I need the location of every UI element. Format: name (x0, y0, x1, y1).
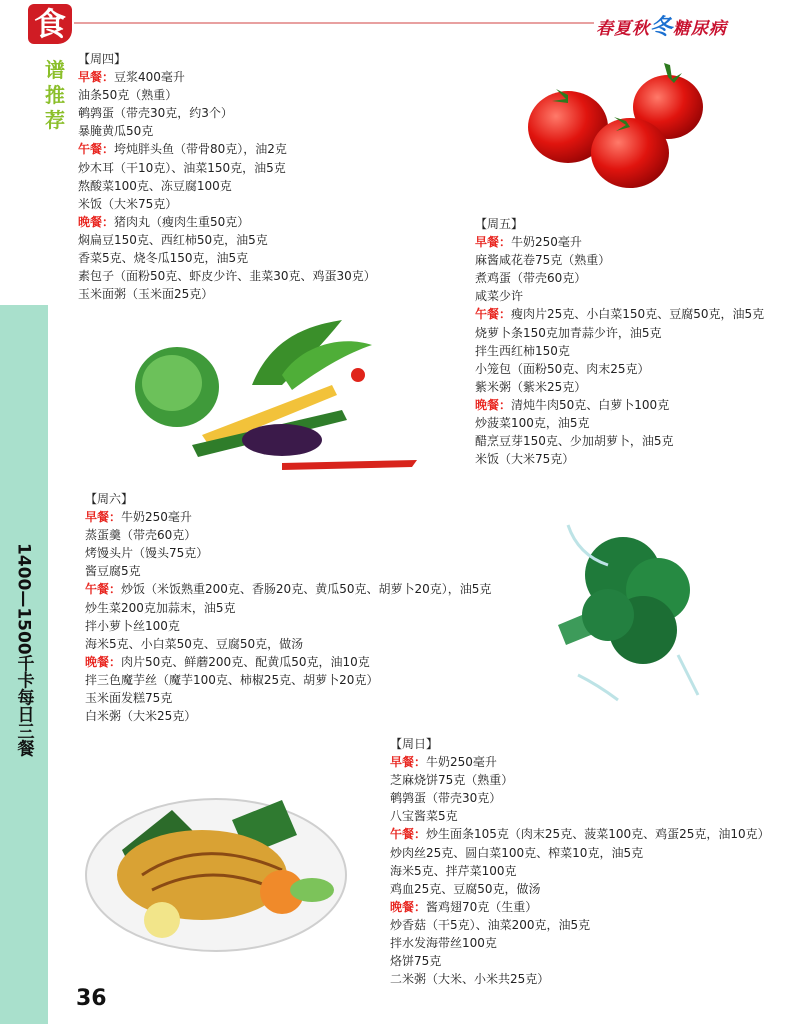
day-label: 【周日】 (390, 737, 439, 751)
brand-title: 春夏秋冬糖尿病 (596, 14, 728, 40)
menu-line: 午餐：炒生面条105克（肉末25克、菠菜100克、鸡蛋25克，油10克） (390, 827, 770, 842)
meal-label: 午餐： (78, 142, 115, 157)
menu-line: 早餐：牛奶250毫升 (85, 510, 192, 525)
menu-line: 米饭（大米75克） (78, 196, 178, 211)
side-label: 1400—1500千卡每日三餐 (13, 542, 34, 757)
meal-label: 早餐： (390, 755, 427, 770)
menu-line: 焖扁豆150克、西红柿50克，油5克 (78, 232, 268, 247)
menu-line: 烙饼75克 (390, 954, 442, 969)
day-label: 【周五】 (475, 217, 524, 231)
menu-line: 午餐：垮炖胖头鱼（带骨80克），油2克 (78, 142, 287, 157)
food-badge: 食 (28, 4, 72, 44)
menu-thursday (78, 50, 376, 303)
menu-line: 烤馒头片（馒头75克） (85, 546, 209, 561)
header-rule (74, 22, 594, 24)
menu-line: 炒菠菜100克，油5克 (475, 416, 590, 431)
menu-line: 炒生菜200克加蒜末，油5克 (85, 600, 236, 615)
menu-line: 拌小萝卜丝100克 (85, 618, 180, 633)
menu-line: 醋烹豆芽150克、少加胡萝卜，油5克 (475, 434, 674, 449)
day-label: 【周六】 (85, 492, 134, 506)
meal-label: 晚餐： (85, 654, 122, 669)
menu-line: 烧萝卜条150克加青蒜少许，油5克 (475, 325, 662, 340)
menu-line: 二米粥（大米、小米共25克） (390, 972, 550, 987)
broccoli-illustration (548, 505, 713, 705)
menu-line: 玉米面粥（玉米面25克） (78, 287, 214, 302)
vegetables-illustration (132, 315, 422, 475)
menu-line: 米饭（大米75克） (475, 452, 575, 467)
menu-line: 早餐：牛奶250毫升 (475, 235, 582, 250)
menu-sunday (390, 735, 770, 988)
menu-line: 鹌鹑蛋（带壳30克） (390, 791, 502, 806)
fish-dish-illustration (82, 780, 350, 955)
menu-line: 香菜5克、烧冬瓜150克，油5克 (78, 251, 249, 266)
meal-label: 晚餐： (475, 397, 512, 412)
menu-line: 白米粥（大米25克） (85, 709, 197, 724)
menu-line: 素包子（面粉50克、虾皮少许、韭菜30克、鸡蛋30克） (78, 269, 376, 284)
menu-line: 酱豆腐5克 (85, 564, 141, 579)
menu-line: 拌三色魔芋丝（魔芋100克、柿椒25克、胡萝卜20克） (85, 672, 379, 687)
meal-label: 午餐： (390, 827, 427, 842)
menu-line: 鸡血25克、豆腐50克，做汤 (390, 881, 541, 896)
menu-line: 午餐：瘦肉片25克、小白菜150克、豆腐50克，油5克 (475, 307, 765, 322)
menu-line: 炒香菇（干5克）、油菜200克，油5克 (390, 917, 591, 932)
menu-line: 咸菜少许 (475, 289, 524, 304)
menu-line: 早餐：牛奶250毫升 (390, 755, 497, 770)
menu-line: 油条50克（熟重） (78, 88, 178, 103)
menu-line: 蒸蛋羹（带壳60克） (85, 528, 197, 543)
menu-line: 熬酸菜100克、冻豆腐100克 (78, 178, 232, 193)
menu-line: 海米5克、拌芹菜100克 (390, 863, 517, 878)
menu-line: 玉米面发糕75克 (85, 691, 173, 706)
menu-line: 午餐：炒饭（米饭熟重200克、香肠20克、黄瓜50克、胡萝卜20克），油5克 (85, 582, 492, 597)
menu-line: 拌水发海带丝100克 (390, 936, 497, 951)
menu-line: 早餐：豆浆400毫升 (78, 70, 185, 85)
meal-label: 午餐： (85, 582, 122, 597)
menu-saturday (85, 490, 491, 725)
menu-line: 麻酱咸花卷75克（熟重） (475, 253, 611, 268)
menu-line: 晚餐：猪肉丸（瘦肉生重50克） (78, 214, 250, 229)
menu-line: 晚餐：肉片50克、鲜蘑200克、配黄瓜50克，油10克 (85, 654, 370, 669)
menu-line: 炒肉丝25克、圆白菜100克、榨菜10克，油5克 (390, 845, 644, 860)
menu-line: 炒木耳（干10克）、油菜150克，油5克 (78, 160, 286, 175)
meal-label: 早餐： (78, 70, 115, 85)
menu-line: 芝麻烧饼75克（熟重） (390, 773, 514, 788)
menu-line: 小笼包（面粉50克、肉末25克） (475, 361, 650, 376)
menu-line: 海米5克、小白菜50克、豆腐50克，做汤 (85, 636, 304, 651)
page-number: 36 (76, 986, 107, 1011)
menu-line: 暴腌黄瓜50克 (78, 124, 154, 139)
day-label: 【周四】 (78, 52, 127, 66)
meal-label: 早餐： (475, 235, 512, 250)
menu-line: 煮鸡蛋（带壳60克） (475, 271, 587, 286)
menu-line: 拌生西红柿150克 (475, 343, 570, 358)
meal-label: 午餐： (475, 307, 512, 322)
menu-line: 鹌鹑蛋（带壳30克，约3个） (78, 106, 233, 121)
meal-label: 晚餐： (78, 214, 115, 229)
menu-friday (475, 215, 764, 468)
section-title: 谱推荐 (45, 58, 65, 132)
meal-label: 早餐： (85, 510, 122, 525)
menu-line: 晚餐：酱鸡翅70克（生重） (390, 899, 538, 914)
menu-line: 紫米粥（紫米25克） (475, 379, 587, 394)
meal-label: 晚餐： (390, 899, 427, 914)
menu-line: 八宝酱菜5克 (390, 809, 458, 824)
menu-line: 晚餐：清炖牛肉50克、白萝卜100克 (475, 397, 670, 412)
tomatoes-illustration (520, 55, 710, 195)
